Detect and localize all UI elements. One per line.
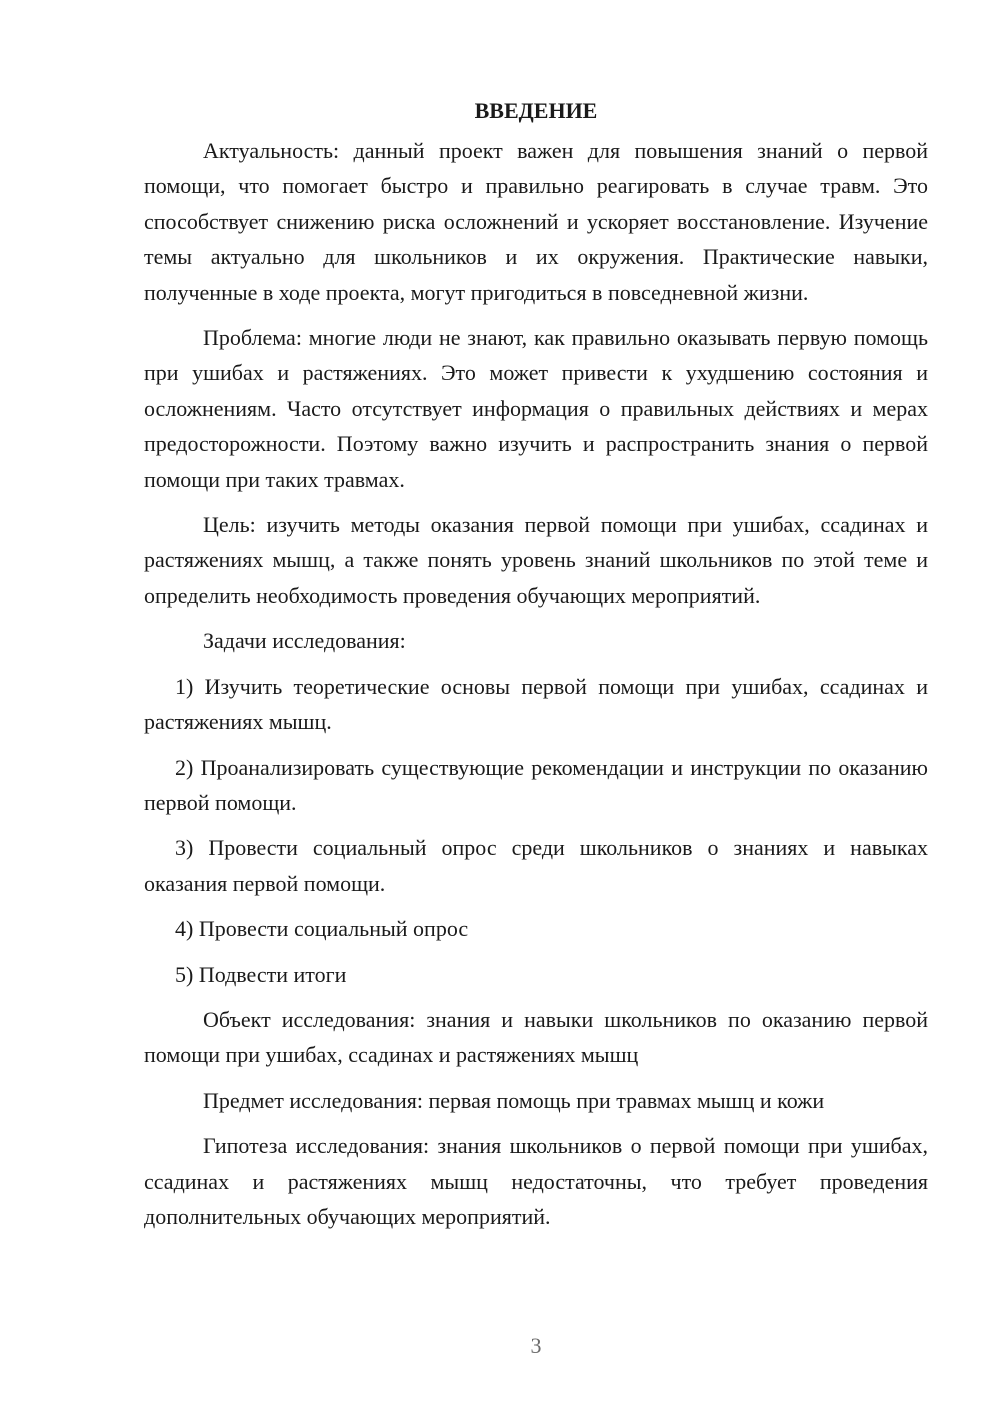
tasks-heading: Задачи исследования:: [203, 628, 406, 654]
task-item-4: 4) Провести социальный опрос: [175, 916, 469, 942]
object-paragraph: Объект исследования: знания и навыки школьников по оказанию первой помощи при ушибах, ссадинах и растяжениях мышц: [144, 1006, 928, 1068]
task-item-5: 5) Подвести итоги: [175, 961, 347, 987]
page-number: 3: [530, 1333, 542, 1358]
subject-paragraph: Предмет исследования: первая помощь при травмах мышц и кожи: [203, 1087, 825, 1113]
relevance-paragraph: Актуальность: данный проект важен для повышения знаний о первой помощи, что помогает быстро и правильно реагировать в случае травм. Это способствует снижению риска осложнений и ускоряет восстановление. Изучение темы актуально для школьников и их окружения. Практические навыки, полученные в ходе проекта, могут пригодиться в повседневной жизни.: [144, 138, 928, 305]
page-title: ВВЕДЕНИЕ: [474, 98, 598, 123]
task-item-1: 1) Изучить теоретические основы первой помощи при ушибах, ссадинах и растяжениях мышц.: [144, 673, 928, 735]
document-page: [144, 88, 928, 1244]
goal-paragraph: Цель: изучить методы оказания первой помощи при ушибах, ссадинах и растяжениях мышц, а также понять уровень знаний школьников по этой теме и определить необходимость проведения обучающих мероприятий.: [144, 512, 928, 608]
task-item-3: 3) Провести социальный опрос среди школьников о знаниях и навыках оказания первой помощи.: [144, 835, 928, 896]
hypothesis-paragraph: Гипотеза исследования: знания школьников о первой помощи при ушибах, ссадинах и растяжениях мышц недостаточны, что требует проведения дополнительных обучающих мероприятий.: [144, 1133, 928, 1229]
problem-paragraph: Проблема: многие люди не знают, как правильно оказывать первую помощь при ушибах и растяжениях. Это может привести к ухудшению состояния и осложнениям. Часто отсутствует информация о правильных действиях и мерах предосторожности. Поэтому важно изучить и распространить знания о первой помощи при таких травмах.: [144, 325, 928, 492]
task-item-2: 2) Проанализировать существующие рекомендации и инструкции по оказанию первой помощи.: [144, 754, 928, 815]
